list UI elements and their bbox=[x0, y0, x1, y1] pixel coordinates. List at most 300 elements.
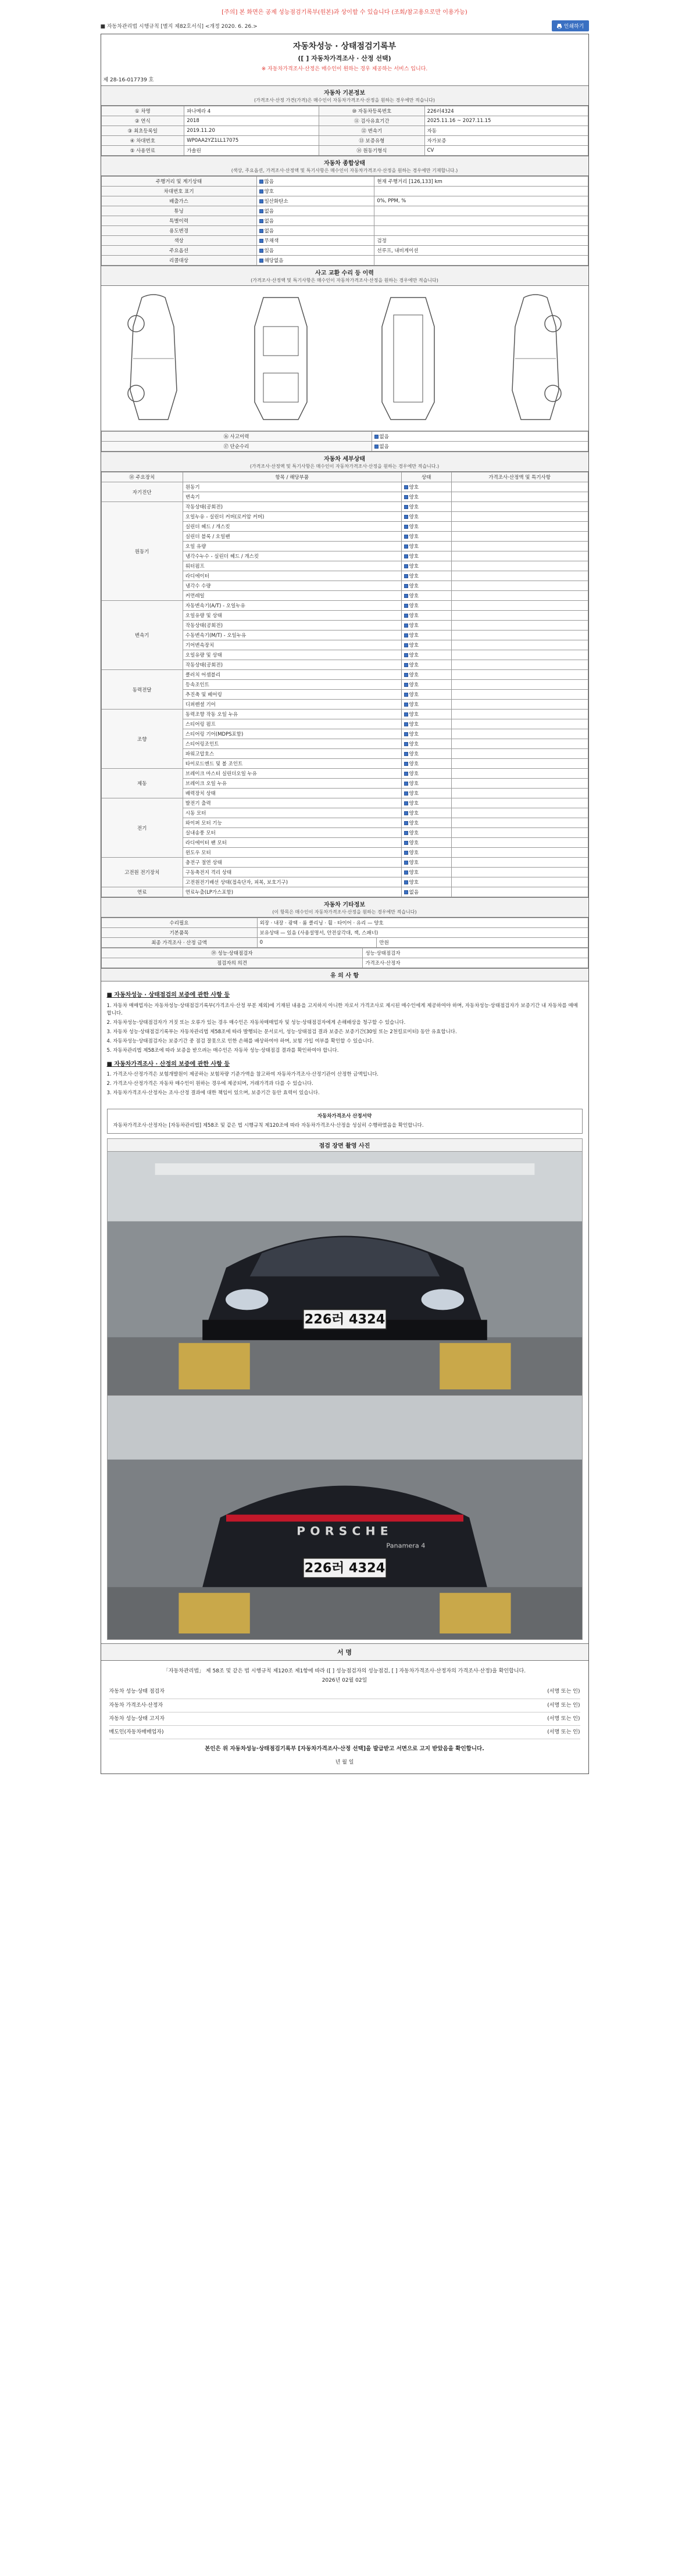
detail-remark bbox=[451, 611, 588, 621]
detail-item: 라디에이터 팬 모터 bbox=[183, 838, 401, 848]
detail-state-option: 양호 bbox=[404, 485, 419, 490]
checkbox-checked-icon bbox=[404, 762, 408, 766]
detail-item: 추진축 및 베어링 bbox=[183, 690, 401, 700]
detail-item: 클러치 어셈블리 bbox=[183, 670, 401, 680]
other-section-title: 자동차 기타정보 bbox=[323, 902, 366, 908]
detail-item: 원동기 bbox=[183, 482, 401, 492]
detail-remark bbox=[451, 512, 588, 522]
law-reference: ■ 자동차관리법 시행규칙 [별지 제82호서식] <개정 2020. 6. 26.> bbox=[100, 24, 258, 30]
model-badge: Panamera 4 bbox=[385, 1542, 425, 1550]
detail-remark bbox=[451, 749, 588, 759]
detail-item: 변속기 bbox=[183, 492, 401, 502]
detail-remark bbox=[451, 858, 588, 868]
detail-item: 시동 모터 bbox=[183, 808, 401, 818]
checkbox-checked-icon bbox=[404, 831, 408, 835]
detail-remark bbox=[451, 561, 588, 571]
basic-value: 자동 bbox=[424, 126, 588, 136]
detail-item: 연료누출(LP가스포함) bbox=[183, 887, 401, 897]
overall-state bbox=[256, 226, 374, 236]
basic-label: ③ 최초등록일 bbox=[101, 126, 184, 136]
detail-group: 고전원 전기장치 bbox=[101, 858, 183, 887]
checkbox-checked-icon bbox=[404, 712, 408, 716]
detail-state-option: 양호 bbox=[404, 712, 419, 718]
detail-state-option: 양호 bbox=[404, 554, 419, 560]
front-photo bbox=[107, 1152, 583, 1396]
overall-item: 용도변경 bbox=[101, 226, 256, 236]
other-value: 외장 · 내장 · 광택 · 룸 클리닝 · 휠 · 타이어 · 유리 — 양호 bbox=[257, 918, 588, 928]
basic-label: ① 차명 bbox=[101, 106, 184, 116]
accident-value bbox=[372, 442, 588, 452]
signature-date: 2026년 02월 02일 bbox=[322, 1678, 367, 1684]
detail-item: 브레이크 마스터 실린더오일 누유 bbox=[183, 769, 401, 779]
overall-section-note: (색상, 주요옵션, 가격조사·산정액 및 특기사항은 매수인이 자동차가격조사·산정을 원하는 경우에만 기재합니다.) bbox=[231, 168, 458, 173]
result-table bbox=[101, 948, 588, 968]
notice-paragraph: 4. 자동차성능·상태점검자는 보증기간 중 점검 잘못으로 인한 손해를 배상하여야 하며, 보험 가입 여부를 확인할 수 있습니다. bbox=[106, 1038, 374, 1045]
detail-item: 냉각수 수량 bbox=[183, 581, 401, 591]
final-price-value: 0 bbox=[257, 938, 377, 948]
overall-item: 색상 bbox=[101, 236, 256, 246]
detail-state bbox=[401, 581, 451, 591]
accident-option: 없음 bbox=[374, 434, 389, 440]
overall-state-option: 있음 bbox=[259, 248, 274, 254]
detail-remark bbox=[451, 828, 588, 838]
checkbox-checked-icon bbox=[404, 890, 408, 894]
detail-state-option: 양호 bbox=[404, 840, 419, 846]
detail-remark bbox=[451, 848, 588, 858]
detail-state-option: 양호 bbox=[404, 741, 419, 747]
detail-state-option: 양호 bbox=[404, 791, 419, 797]
detail-remark bbox=[451, 502, 588, 512]
checkbox-checked-icon bbox=[259, 199, 263, 203]
checkbox-checked-icon bbox=[374, 435, 379, 439]
detail-state bbox=[401, 690, 451, 700]
car-side-right-icon bbox=[501, 292, 570, 425]
detail-remark bbox=[451, 532, 588, 542]
accident-value bbox=[372, 432, 588, 442]
checkbox-checked-icon bbox=[404, 811, 408, 815]
detail-remark bbox=[451, 818, 588, 828]
notice-paragraph: 2. 자동차성능·상태점검자가 거짓 또는 오류가 있는 경우 매수인은 자동차매매업자 및 성능·상태점검자에게 손해배상을 청구할 수 있습니다. bbox=[106, 1019, 406, 1026]
overall-state bbox=[256, 236, 374, 246]
basic-value: 파나메라 4 bbox=[184, 106, 319, 116]
other-section-note: (이 항목은 매수인이 자동차가격조사·산정을 원하는 경우에만 적습니다) bbox=[272, 909, 417, 915]
detail-remark bbox=[451, 739, 588, 749]
detail-item: 실내송풍 모터 bbox=[183, 828, 401, 838]
notice-heading-price: ■ 자동차가격조사 · 산정의 보증에 관한 사항 등 bbox=[106, 1061, 230, 1067]
detail-group: 동력전달 bbox=[101, 670, 183, 710]
detail-item: 실린더 헤드 / 개스킷 bbox=[183, 522, 401, 532]
detail-state-option: 양호 bbox=[404, 702, 419, 708]
basic-row bbox=[101, 106, 588, 116]
detail-item: 스티어링 기어(MDPS포함) bbox=[183, 729, 401, 739]
result-row bbox=[101, 958, 588, 968]
detail-state bbox=[401, 611, 451, 621]
overall-state-table bbox=[101, 176, 588, 266]
detail-item: 동력조향 작동 오일 누유 bbox=[183, 710, 401, 719]
detail-remark bbox=[451, 877, 588, 887]
detail-item: 오일유량 및 상태 bbox=[183, 611, 401, 621]
pledge-text: 자동차가격조사·산정자는 [자동차관리법] 제58조 및 같은 법 시행규칙 제120조에 따라 자동차가격조사·산정을 성실히 수행하였음을 확인합니다. bbox=[113, 1123, 424, 1129]
detail-state bbox=[401, 502, 451, 512]
detail-item: 고전원전기배선 상태(접속단자, 피복, 보호기구) bbox=[183, 877, 401, 887]
detail-remark bbox=[451, 808, 588, 818]
detail-remark bbox=[451, 630, 588, 640]
detail-state bbox=[401, 522, 451, 532]
other-label: 수리필요 bbox=[101, 918, 257, 928]
detail-state-option: 양호 bbox=[404, 524, 419, 530]
basic-value: WP0AA2YZ1LL17075 bbox=[184, 136, 319, 146]
vehicle-diagram bbox=[101, 286, 588, 431]
signature-title: 서 명 bbox=[101, 1643, 588, 1661]
result-label: ⑲ 성능·상태점검자 bbox=[101, 948, 363, 958]
checkbox-checked-icon bbox=[259, 229, 263, 233]
checkbox-checked-icon bbox=[404, 485, 408, 489]
basic-row bbox=[101, 146, 588, 156]
detail-state-option: 양호 bbox=[404, 574, 419, 579]
overall-detail bbox=[374, 256, 588, 266]
detail-remark bbox=[451, 887, 588, 897]
detail-state bbox=[401, 561, 451, 571]
checkbox-checked-icon bbox=[404, 544, 408, 549]
basic-row bbox=[101, 136, 588, 146]
overall-row bbox=[101, 256, 588, 266]
other-section-header bbox=[101, 897, 588, 918]
overall-detail: 현재 주행거리 [126,133] km bbox=[374, 177, 588, 187]
checkbox-checked-icon bbox=[404, 782, 408, 786]
checkbox-checked-icon bbox=[404, 604, 408, 608]
checkbox-checked-icon bbox=[404, 624, 408, 628]
detail-item: 자동변속기(A/T) - 오일누유 bbox=[183, 601, 401, 611]
overall-row bbox=[101, 236, 588, 246]
detail-remark bbox=[451, 492, 588, 502]
signature-intro: 「자동차관리법」 제 58조 및 같은 법 시행규칙 제120조 제1항에 따라 ([ ] 성능점검자의 성능점검, [ ] 자동차가격조사·산정자의 가격조사·산정)을 확인합니다. bbox=[163, 1668, 526, 1675]
car-front-image bbox=[108, 1152, 582, 1395]
detail-state bbox=[401, 877, 451, 887]
detail-item: 워터펌프 bbox=[183, 561, 401, 571]
detail-remark bbox=[451, 680, 588, 690]
accident-row bbox=[101, 432, 588, 442]
notice-paragraph: 1. 가격조사·산정가격은 보험개발원이 제공하는 보험차량 기준가액을 참고하여 자동차가격조사·산정기관이 산정한 금액입니다. bbox=[106, 1072, 379, 1078]
detail-row bbox=[101, 502, 588, 512]
overall-state-option: 일산화탄소 bbox=[259, 199, 288, 205]
checkbox-checked-icon bbox=[404, 525, 408, 529]
overall-state bbox=[256, 216, 374, 226]
detail-remark bbox=[451, 690, 588, 700]
basic-info-table bbox=[101, 106, 588, 156]
overall-state bbox=[256, 246, 374, 256]
warning-banner: [주의] 본 화면은 공제 성능점검기록부(원본)과 상이할 수 있습니다 (조회/참고용으로만 이용가능) bbox=[222, 9, 467, 16]
detail-state-option: 양호 bbox=[404, 732, 419, 737]
print-button-label: 인쇄하기 bbox=[563, 24, 584, 30]
detail-state-option: 양호 bbox=[404, 633, 419, 639]
detail-state bbox=[401, 532, 451, 542]
detail-state bbox=[401, 571, 451, 581]
detail-item: 수동변속기(M/T) - 오일누유 bbox=[183, 630, 401, 640]
checkbox-checked-icon bbox=[404, 841, 408, 845]
detail-item: 윈도우 모터 bbox=[183, 848, 401, 858]
basic-value: 2019.11.20 bbox=[184, 126, 319, 136]
basic-label: ⑪ 검사유효기간 bbox=[319, 116, 424, 126]
detail-state bbox=[401, 828, 451, 838]
detail-state-option: 양호 bbox=[404, 692, 419, 698]
detail-row bbox=[101, 670, 588, 680]
detail-item: 오일누유 - 실린더 커버(로커암 커버) bbox=[183, 512, 401, 522]
notice-paragraph: 3. 자동차가격조사·산정자는 조사·산정 결과에 대한 책임이 있으며, 보증기간 동안 효력이 있습니다. bbox=[106, 1090, 320, 1097]
detail-state-option: 양호 bbox=[404, 801, 419, 807]
detail-remark bbox=[451, 798, 588, 808]
detail-remark bbox=[451, 601, 588, 611]
overall-detail bbox=[374, 206, 588, 216]
signature-ymd: 년 월 일 bbox=[335, 1760, 354, 1766]
detail-item: 오일유량 및 상태 bbox=[183, 650, 401, 660]
detail-state bbox=[401, 630, 451, 640]
other-row bbox=[101, 918, 588, 928]
overall-state bbox=[256, 177, 374, 187]
detail-header: 가격조사·산정액 및 특기사항 bbox=[451, 472, 588, 482]
detail-group: 연료 bbox=[101, 887, 183, 897]
accident-label: ⑯ 사고이력 bbox=[101, 432, 372, 442]
detail-item: 오일 유량 bbox=[183, 542, 401, 551]
checkbox-checked-icon bbox=[259, 249, 263, 253]
overall-row bbox=[101, 196, 588, 206]
accident-table bbox=[101, 431, 588, 452]
basic-section-header bbox=[101, 85, 588, 106]
checkbox-checked-icon bbox=[404, 821, 408, 825]
detail-header: ⑱ 주요장치 bbox=[101, 472, 183, 482]
basic-label: ⑤ 사용연료 bbox=[101, 146, 184, 156]
overall-state bbox=[256, 206, 374, 216]
detail-state bbox=[401, 710, 451, 719]
overall-detail bbox=[374, 226, 588, 236]
detail-state-option: 양호 bbox=[404, 583, 419, 589]
signature-role: 자동차 성능·상태 점검자 bbox=[109, 1689, 165, 1695]
detail-remark bbox=[451, 710, 588, 719]
basic-section-note: (가격조사·산정 가견(가격)은 매수인이 자동차가격조사·산정을 원하는 경우에만 적습니다) bbox=[254, 98, 435, 103]
detail-row bbox=[101, 482, 588, 492]
detail-item: 파워고압호스 bbox=[183, 749, 401, 759]
detail-item: 발전기 출력 bbox=[183, 798, 401, 808]
document-number: 제 28-16-017739 호 bbox=[103, 77, 154, 83]
detail-state bbox=[401, 640, 451, 650]
detail-remark bbox=[451, 551, 588, 561]
detail-state-option: 양호 bbox=[404, 722, 419, 728]
detail-state bbox=[401, 591, 451, 601]
checkbox-checked-icon bbox=[404, 663, 408, 667]
notice-paragraph: 1. 자동차 매매업자는 자동차성능·상태점검기록부(가격조사·산정 부분 제외)에 기재된 내용을 고지하지 아니한 자로서 가격조사로 제시된 매수인에게 제공하여야 하며, 자동차성능·상태점검자가 보증기간 내 자동차를 매매합니다. bbox=[106, 1002, 578, 1016]
detail-state-option: 양호 bbox=[404, 821, 419, 826]
detail-group: 조향 bbox=[101, 710, 183, 769]
signature-role: 매도인(자동차매매업자) bbox=[109, 1729, 164, 1735]
detail-state-table bbox=[101, 472, 588, 897]
detail-item: 충전구 절연 상태 bbox=[183, 858, 401, 868]
detail-state bbox=[401, 492, 451, 502]
result-value: 가격조사·산정자 bbox=[363, 958, 588, 968]
detail-state-option: 양호 bbox=[404, 672, 419, 678]
overall-row bbox=[101, 177, 588, 187]
basic-label: ⑫ 변속기 bbox=[319, 126, 424, 136]
detail-state-option: 양호 bbox=[404, 761, 419, 767]
checkbox-checked-icon bbox=[404, 742, 408, 746]
detail-state bbox=[401, 887, 451, 897]
detail-state-option: 양호 bbox=[404, 603, 419, 609]
basic-label: ④ 차대번호 bbox=[101, 136, 184, 146]
detail-header: 상태 bbox=[401, 472, 451, 482]
detail-state bbox=[401, 660, 451, 670]
other-row bbox=[101, 928, 588, 938]
notice-title: 유 의 사 항 bbox=[330, 973, 359, 979]
result-label: 점검자의 의견 bbox=[101, 958, 363, 968]
detail-state-option: 양호 bbox=[404, 643, 419, 649]
overall-detail bbox=[374, 187, 588, 196]
detail-remark bbox=[451, 621, 588, 630]
signature-section bbox=[101, 1661, 588, 1774]
detail-state bbox=[401, 818, 451, 828]
overall-item: 차대번호 표기 bbox=[101, 187, 256, 196]
detail-item: 타이로드엔드 및 볼 조인트 bbox=[183, 759, 401, 769]
detail-item: 등속조인트 bbox=[183, 680, 401, 690]
print-button[interactable] bbox=[552, 20, 589, 31]
detail-state-option: 양호 bbox=[404, 613, 419, 619]
overall-state bbox=[256, 187, 374, 196]
checkbox-checked-icon bbox=[404, 870, 408, 875]
detail-item: 배력장치 상태 bbox=[183, 789, 401, 798]
checkbox-checked-icon bbox=[404, 703, 408, 707]
checkbox-checked-icon bbox=[404, 772, 408, 776]
basic-row bbox=[101, 126, 588, 136]
checkbox-checked-icon bbox=[404, 752, 408, 756]
detail-state-option: 양호 bbox=[404, 860, 419, 866]
title-block bbox=[101, 34, 588, 74]
overall-item: 주요옵션 bbox=[101, 246, 256, 256]
detail-remark bbox=[451, 660, 588, 670]
other-info-table bbox=[101, 918, 588, 948]
overall-state-option: 없음 bbox=[259, 228, 274, 234]
checkbox-checked-icon bbox=[404, 505, 408, 509]
detail-row bbox=[101, 798, 588, 808]
overall-section-title: 자동차 종합상태 bbox=[323, 160, 366, 167]
notice-header bbox=[101, 968, 588, 981]
basic-label: ⑭ 원동기형식 bbox=[319, 146, 424, 156]
detail-state-option: 양호 bbox=[404, 830, 419, 836]
overall-row bbox=[101, 216, 588, 226]
overall-detail bbox=[374, 216, 588, 226]
detail-section-header bbox=[101, 452, 588, 472]
detail-remark bbox=[451, 729, 588, 739]
checkbox-checked-icon bbox=[259, 180, 263, 184]
detail-item: 디퍼렌셜 기어 bbox=[183, 700, 401, 710]
detail-item: 라디에이터 bbox=[183, 571, 401, 581]
basic-label: ⑬ 보증유형 bbox=[319, 136, 424, 146]
detail-remark bbox=[451, 789, 588, 798]
detail-state-option: 양호 bbox=[404, 751, 419, 757]
checkbox-checked-icon bbox=[404, 535, 408, 539]
checkbox-checked-icon bbox=[404, 594, 408, 598]
checkbox-checked-icon bbox=[374, 445, 379, 449]
detail-row bbox=[101, 601, 588, 611]
detail-state bbox=[401, 798, 451, 808]
notice-paragraph: 5. 자동차관리법 제58조에 따라 보증을 받으려는 매수인은 자동차 성능·상태점검 결과를 확인하여야 합니다. bbox=[106, 1048, 339, 1054]
overall-item: 배출가스 bbox=[101, 196, 256, 206]
checkbox-checked-icon bbox=[404, 801, 408, 805]
signature-row bbox=[109, 1712, 580, 1726]
checkbox-checked-icon bbox=[404, 495, 408, 499]
signature-field: (서명 또는 인) bbox=[547, 1702, 580, 1708]
detail-state bbox=[401, 739, 451, 749]
checkbox-checked-icon bbox=[404, 861, 408, 865]
detail-remark bbox=[451, 759, 588, 769]
overall-item: 특별이력 bbox=[101, 216, 256, 226]
car-rear-image bbox=[108, 1396, 582, 1639]
detail-state bbox=[401, 858, 451, 868]
checkbox-checked-icon bbox=[404, 880, 408, 884]
overall-detail: 검정 bbox=[374, 236, 588, 246]
checkbox-checked-icon bbox=[404, 574, 408, 578]
overall-state-option: 무채색 bbox=[259, 238, 279, 244]
detail-remark bbox=[451, 700, 588, 710]
overall-state-option: 양호 bbox=[259, 189, 274, 195]
detail-state bbox=[401, 512, 451, 522]
overall-state-option: 없음 bbox=[259, 209, 274, 214]
detail-state bbox=[401, 749, 451, 759]
checkbox-checked-icon bbox=[404, 791, 408, 796]
checkbox-checked-icon bbox=[259, 259, 263, 263]
detail-state-option: 양호 bbox=[404, 850, 419, 856]
checkbox-checked-icon bbox=[259, 209, 263, 213]
checkbox-checked-icon bbox=[404, 683, 408, 687]
signature-field: (서명 또는 인) bbox=[547, 1729, 580, 1735]
signature-row bbox=[109, 1726, 580, 1739]
brand-text: PORSCHE bbox=[296, 1524, 393, 1538]
detail-group: 원동기 bbox=[101, 502, 183, 601]
detail-state-option: 양호 bbox=[404, 514, 419, 520]
detail-remark bbox=[451, 838, 588, 848]
document-warning: ※ 자동차가격조사·산정은 매수인이 원하는 경우 제공하는 서비스 입니다. bbox=[261, 66, 428, 72]
checkbox-checked-icon bbox=[404, 515, 408, 519]
notice-paragraph: 2. 가격조사·산정가격은 자동차 매수인이 원하는 경우에 제공되며, 거래가격과 다를 수 있습니다. bbox=[106, 1081, 313, 1087]
overall-row bbox=[101, 226, 588, 236]
detail-state-option: 양호 bbox=[404, 544, 419, 550]
detail-state bbox=[401, 700, 451, 710]
document-subtitle: ([ ] 자동차가격조사 · 산정 선택) bbox=[298, 55, 391, 62]
car-side-left-icon bbox=[119, 292, 188, 425]
checkbox-checked-icon bbox=[404, 633, 408, 637]
detail-state-option: 양호 bbox=[404, 811, 419, 816]
overall-state bbox=[256, 196, 374, 206]
subhead bbox=[101, 19, 589, 34]
detail-section-title: 자동차 세부상태 bbox=[323, 456, 366, 463]
overall-detail: 0%, PPM, % bbox=[374, 196, 588, 206]
insurance-pledge-box bbox=[107, 1109, 583, 1134]
checkbox-checked-icon bbox=[404, 693, 408, 697]
basic-value: 2018 bbox=[184, 116, 319, 126]
detail-state bbox=[401, 789, 451, 798]
detail-state bbox=[401, 680, 451, 690]
detail-remark bbox=[451, 670, 588, 680]
detail-state bbox=[401, 650, 451, 660]
detail-state-option: 양호 bbox=[404, 662, 419, 668]
front-plate-text: 226러 4324 bbox=[304, 1312, 385, 1327]
overall-row bbox=[101, 246, 588, 256]
detail-state bbox=[401, 551, 451, 561]
checkbox-checked-icon bbox=[404, 653, 408, 657]
detail-row bbox=[101, 710, 588, 719]
final-price-unit: 만원 bbox=[377, 938, 588, 948]
basic-value: CV bbox=[424, 146, 588, 156]
detail-state-option: 양호 bbox=[404, 495, 419, 500]
detail-state-option: 없음 bbox=[404, 890, 419, 895]
detail-state bbox=[401, 848, 451, 858]
detail-state bbox=[401, 779, 451, 789]
